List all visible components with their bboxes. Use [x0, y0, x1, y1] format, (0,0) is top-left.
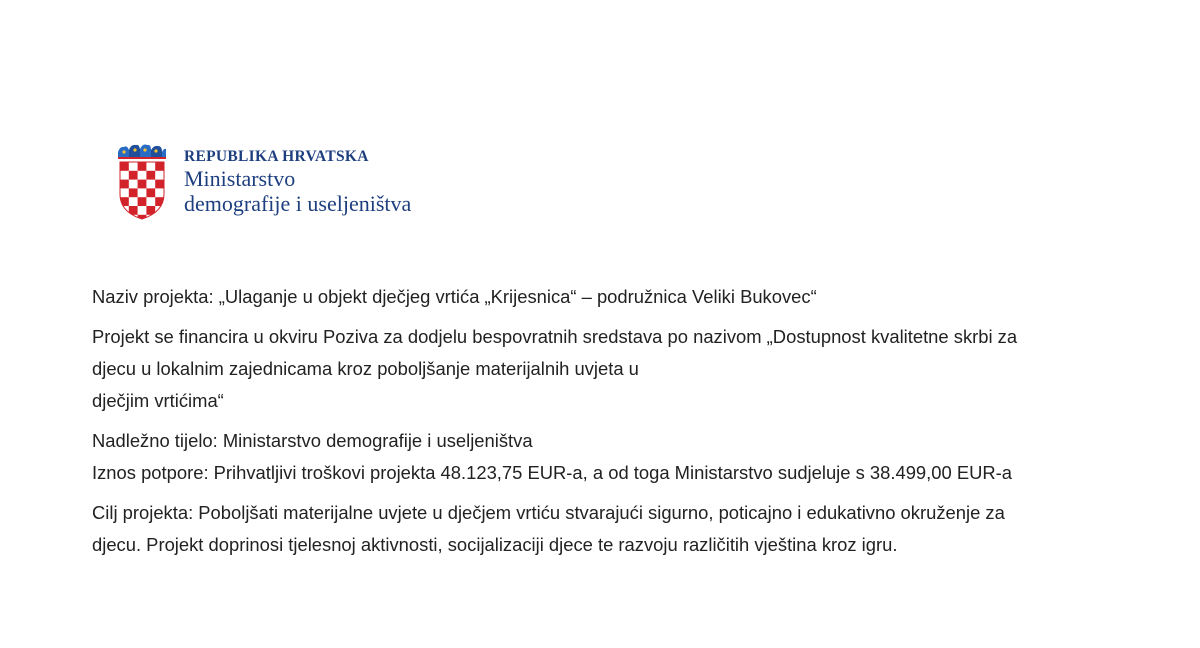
logo-republic-name: REPUBLIKA HRVATSKA — [184, 148, 369, 165]
project-info — [92, 281, 1172, 561]
logo-ministry-line2: demografije i useljeništva — [184, 191, 412, 216]
croatian-coat-of-arms-icon — [114, 144, 170, 220]
project-name: Naziv projekta: „Ulaganje u objekt dječjeg vrtića „Krijesnica“ – podružnica Veliki Bukovec“ — [92, 286, 817, 307]
goal-paragraph — [92, 497, 1172, 561]
funding-line: Projekt se financira u okviru Poziva za dodjelu bespovratnih sredstava po nazivom „Dostupnost kvalitetne skrbi za — [92, 326, 1018, 347]
ministry-logo — [114, 144, 411, 220]
goal-line: djecu. Projekt doprinosi tjelesnoj aktivnosti, socijalizaciji djece te razvoju različitih vještina kroz igru. — [92, 534, 898, 555]
funding-line: dječjim vrtićima“ — [92, 390, 224, 411]
authority-paragraph — [92, 425, 1172, 489]
funding-line: djecu u lokalnim zajednicama kroz poboljšanje materijalnih uvjeta u — [92, 358, 639, 379]
checkerboard-shield — [120, 162, 164, 220]
competent-authority: Nadležno tijelo: Ministarstvo demografije i useljeništva — [92, 430, 533, 451]
goal-line: Cilj projekta: Poboljšati materijalne uvjete u dječjem vrtiću stvarajući sigurno, poticajno i edukativno okruženje za — [92, 502, 1005, 523]
logo-text — [184, 148, 411, 216]
funding-paragraph — [92, 321, 1172, 417]
support-amount: Iznos potpore: Prihvatljivi troškovi projekta 48.123,75 EUR-a, a od toga Ministarstvo sudjeluje s 38.499,00 EUR-a — [92, 462, 1013, 483]
crown — [118, 145, 166, 160]
logo-ministry-line1: Ministarstvo — [184, 166, 296, 191]
